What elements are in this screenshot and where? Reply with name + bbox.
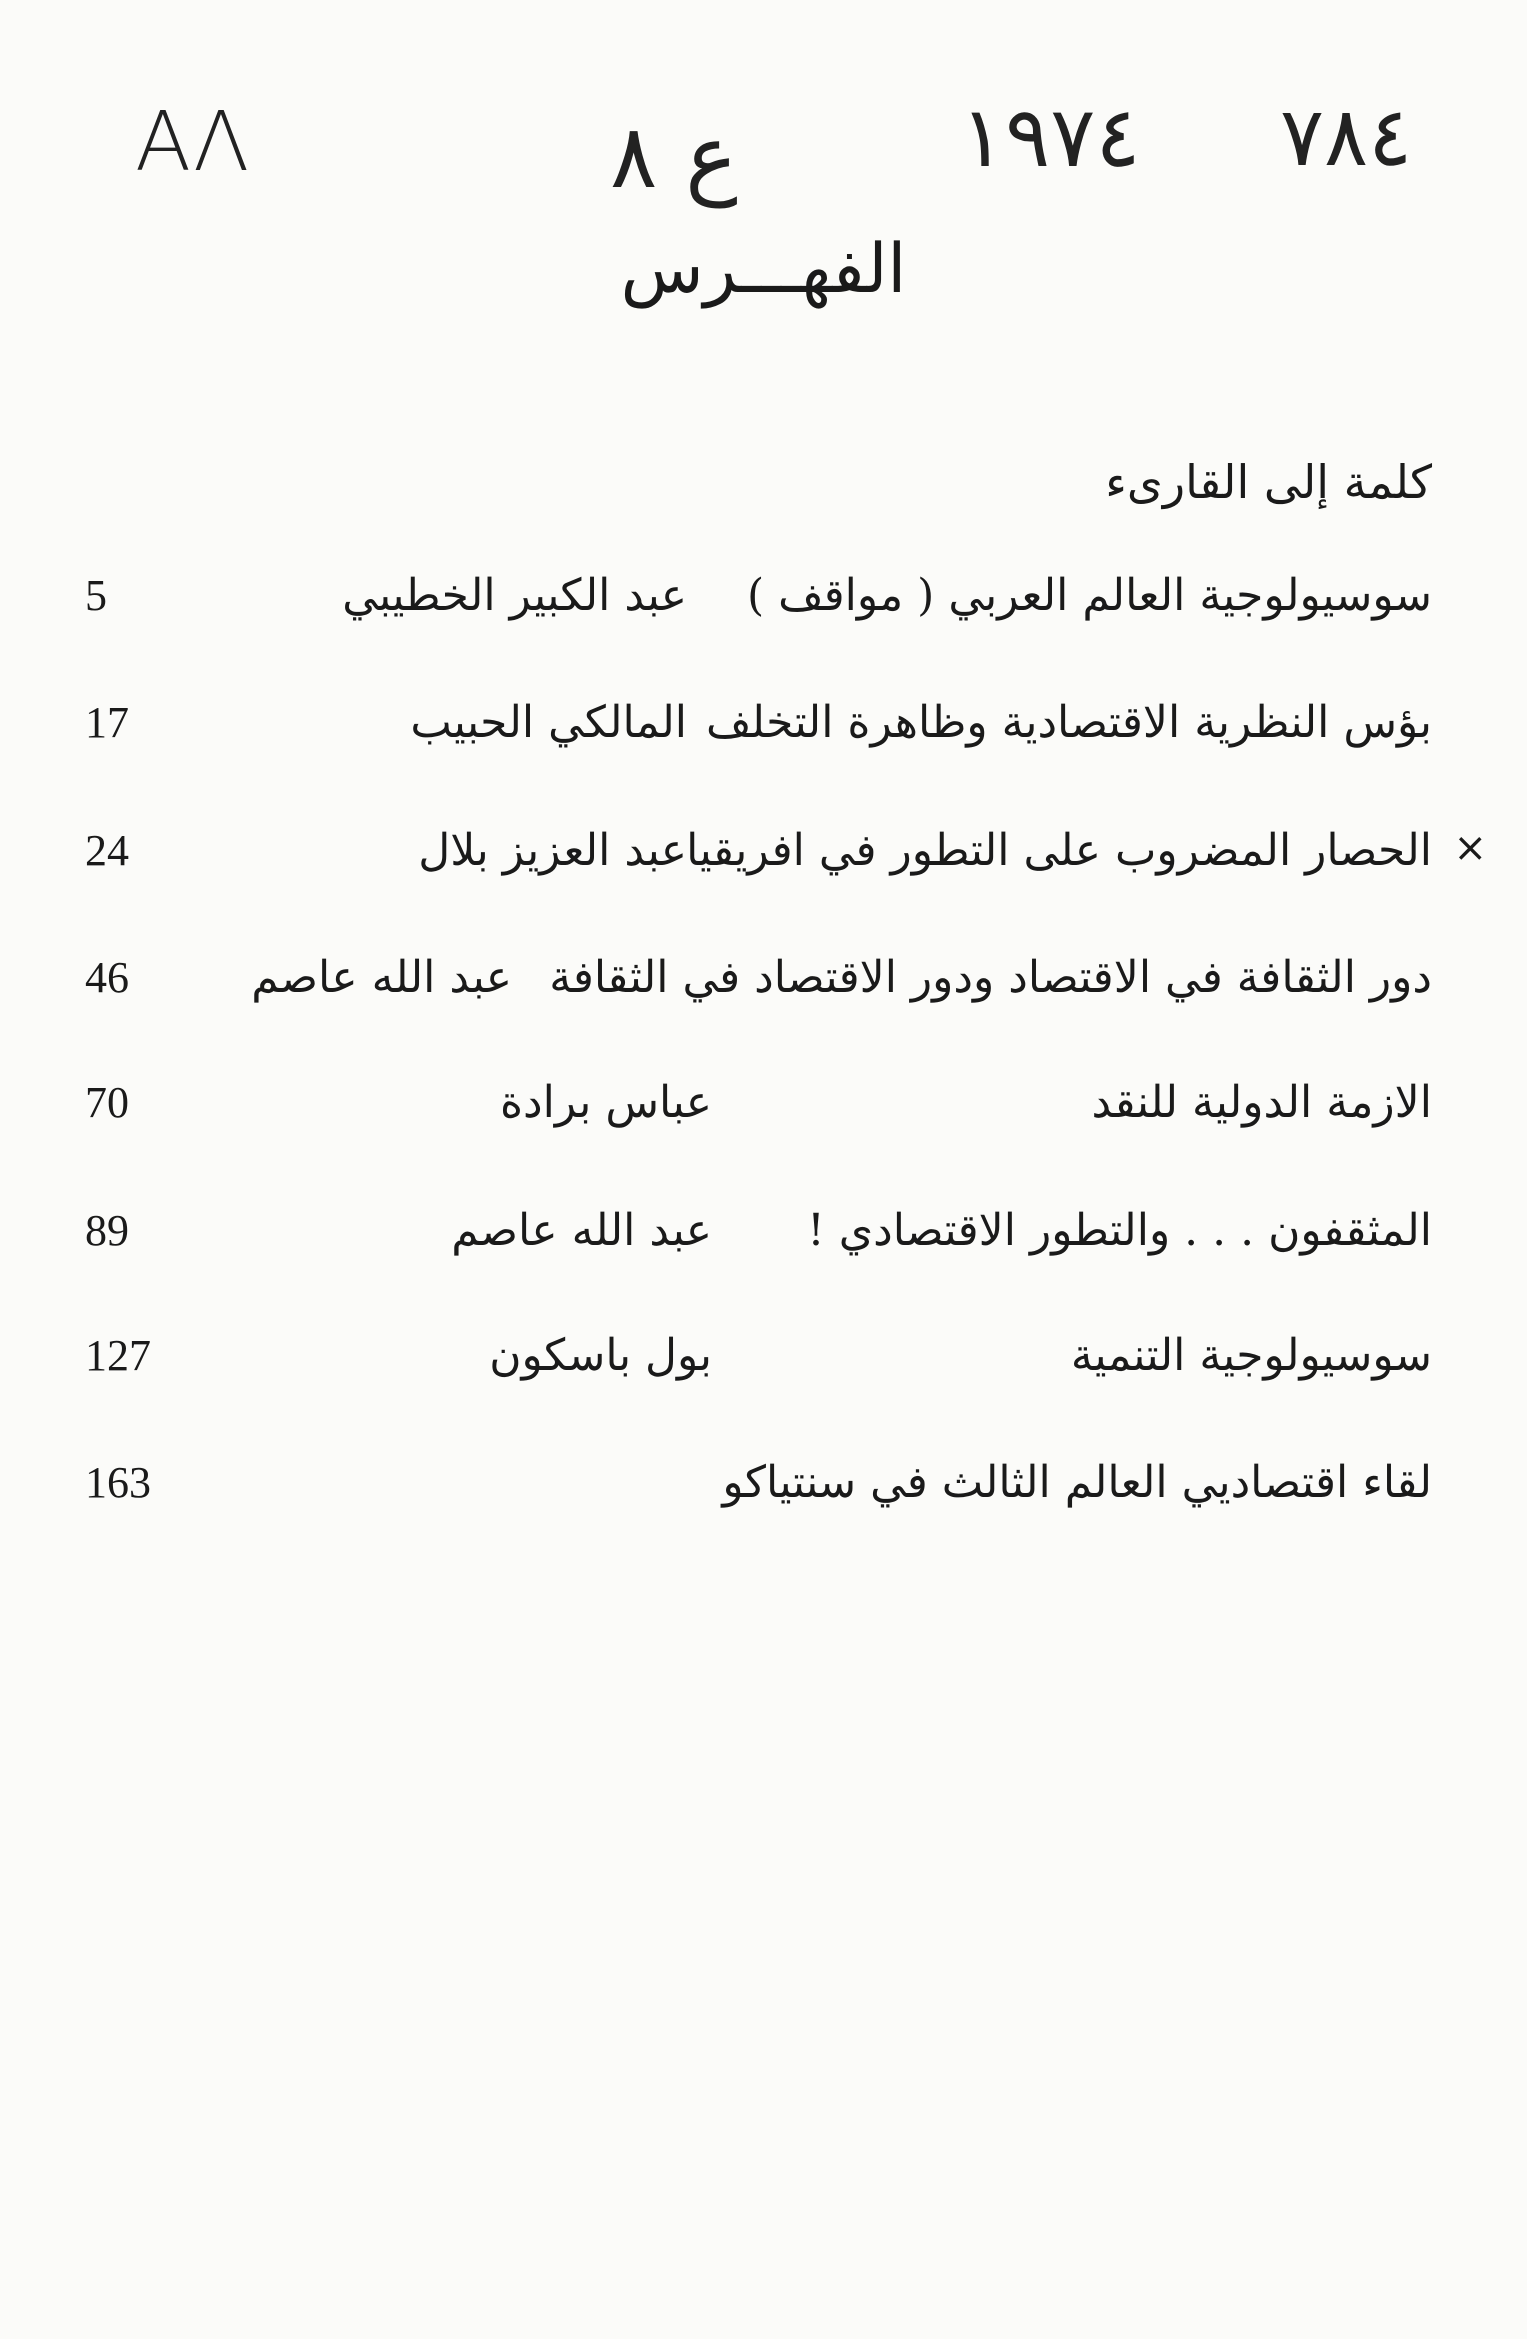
toc-author: عبد العزيز بلال (418, 825, 687, 876)
toc-page-number: 163 (85, 1458, 151, 1507)
handwritten-code-left: AΛ (135, 95, 252, 190)
toc-title: سوسيولوجية العالم العربي ( مواقف ) (746, 570, 1432, 621)
toc-author: عبد الله عاصم (251, 952, 512, 1003)
toc-author: عبد الله عاصم (451, 1205, 712, 1256)
page-title: الفهـــرس (620, 230, 907, 309)
handwritten-volume: ع ٨ (610, 105, 738, 208)
toc-title: دور الثقافة في الاقتصاد ودور الاقتصاد في الثقافة (549, 952, 1432, 1003)
toc-page-number: 70 (85, 1078, 129, 1127)
toc-row (0, 1330, 1527, 1420)
toc-title: الحصار المضروب على التطور في افريقيا (686, 825, 1432, 876)
toc-title: الازمة الدولية للنقد (1091, 1077, 1432, 1128)
toc-author: عبد الكبير الخطيبي (342, 570, 687, 621)
toc-title: المثقفون . . . والتطور الاقتصادي ! (807, 1205, 1432, 1256)
margin-cross-mark: × (1453, 825, 1487, 871)
toc-row (0, 570, 1527, 660)
toc-page-number: 89 (85, 1206, 129, 1255)
toc-row (0, 1077, 1527, 1167)
toc-title: لقاء اقتصاديي العالم الثالث في سنتياكو (722, 1457, 1432, 1508)
toc-title: سوسيولوجية التنمية (1070, 1330, 1432, 1381)
toc-author: عباس برادة (499, 1077, 712, 1128)
toc-author: بول باسكون (489, 1330, 712, 1381)
handwritten-year: ١٩٧٤ (960, 88, 1141, 186)
toc-page-number: 5 (85, 571, 107, 620)
toc-row (0, 825, 1527, 915)
toc-page-number: 17 (85, 698, 129, 747)
toc-page-number: 46 (85, 953, 129, 1002)
toc-author: المالكي الحبيب (410, 697, 687, 748)
toc-page-number: 24 (85, 826, 129, 875)
toc-row (0, 697, 1527, 787)
handwritten-code-right: ٧٨٤ (1280, 90, 1413, 185)
toc-title: بؤس النظرية الاقتصادية وظاهرة التخلف (706, 697, 1432, 748)
toc-row (0, 952, 1527, 1042)
toc-page-number: 127 (85, 1331, 151, 1380)
toc-row (0, 1205, 1527, 1295)
toc-row (0, 1457, 1527, 1547)
intro-entry: كلمة إلى القارىء (1105, 455, 1432, 509)
